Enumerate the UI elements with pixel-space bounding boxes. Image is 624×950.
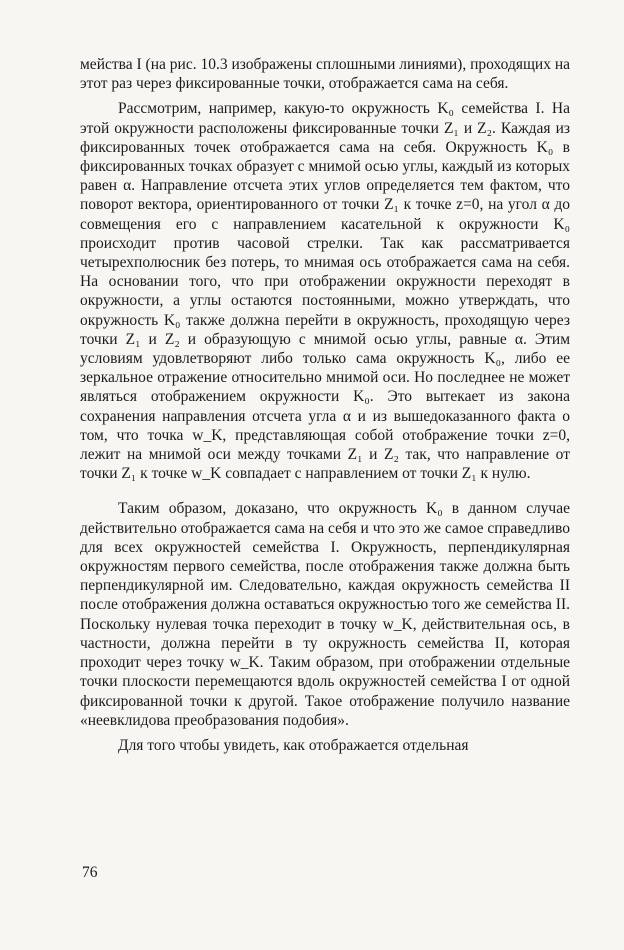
- paragraph-next: Для того чтобы увидеть, как отображается отдельная: [118, 736, 469, 754]
- paragraph-conclusion: Таким образом, доказано, что окружность K₀ в данном случае действительно отображается сама на себя и что это же самое справедливо для всех окружностей семейства I. Окружность, перпендикулярная окружностям первого семейства, после отображения также должна быть перпендикулярной им. Следовательно, каждая окружность семейства II после отображения должна оставаться окружностью того же семейства II. Поскольку нулевая точка переходит в точку w_K, действительная ось, в частности, должна перейти в ту окружность семейства II, которая проходит через точку w_K. Таким образом, при отображении отдельные точки плоскости перемещаются вдоль окружностей семейства I от одной фиксированной точки к другой. Такое отображение получило название «неевклидова преобразования подобия».: [80, 500, 570, 729]
- page-number: 76: [82, 864, 98, 881]
- paragraph-continuation: мейства I (на рис. 10.3 изображены сплошными линиями), проходящих на этот раз через фиксированные точки, отображается сама на себя.: [80, 56, 570, 93]
- paragraph-circle-k0: Рассмотрим, например, какую-то окружность K₀ семейства I. На этой окружности расположены фиксированные точки Z₁ и Z₂. Каждая из фиксированных точек отображается сама на себя. Окружность K₀ в фиксированных точках образует с мнимой осью углы, каждый из которых равен α. Направление отсчета этих углов определяется тем фактом, что поворот вектора, ориентированного от точки Z₁ к точке z=0, на угол α до совмещения его с направлением касательной к окружности K₀ происходит против часовой стрелки. Так как рассматривается четырехполюсник без потерь, то мнимая ось отображается сама на себя. На основании того, что при отображении окружности переходят в окружности, а углы остаются постоянными, можно утверждать, что окружность K₀ также должна перейти в окружность, проходящую через точки Z₁ и Z₂ и образующую с мнимой осью углы, равные α. Этим условиям удовлетворяют либо только сама окружность K₀, либо ее зеркальное отражение относительно мнимой оси. Но последнее не может являться отображением окружности K₀. Это вытекает из закона сохранения направления отсчета угла α и из вышедоказанного факта о том, что точка w_K, представляющая собой отображение точки z=0, лежит на мнимой оси между точками Z₁ и Z₂ так, что направление от точки Z₁ к точке w_K совпадает с направлением от точки Z₁ к нулю.: [80, 100, 570, 483]
- body-text: [80, 55, 570, 755]
